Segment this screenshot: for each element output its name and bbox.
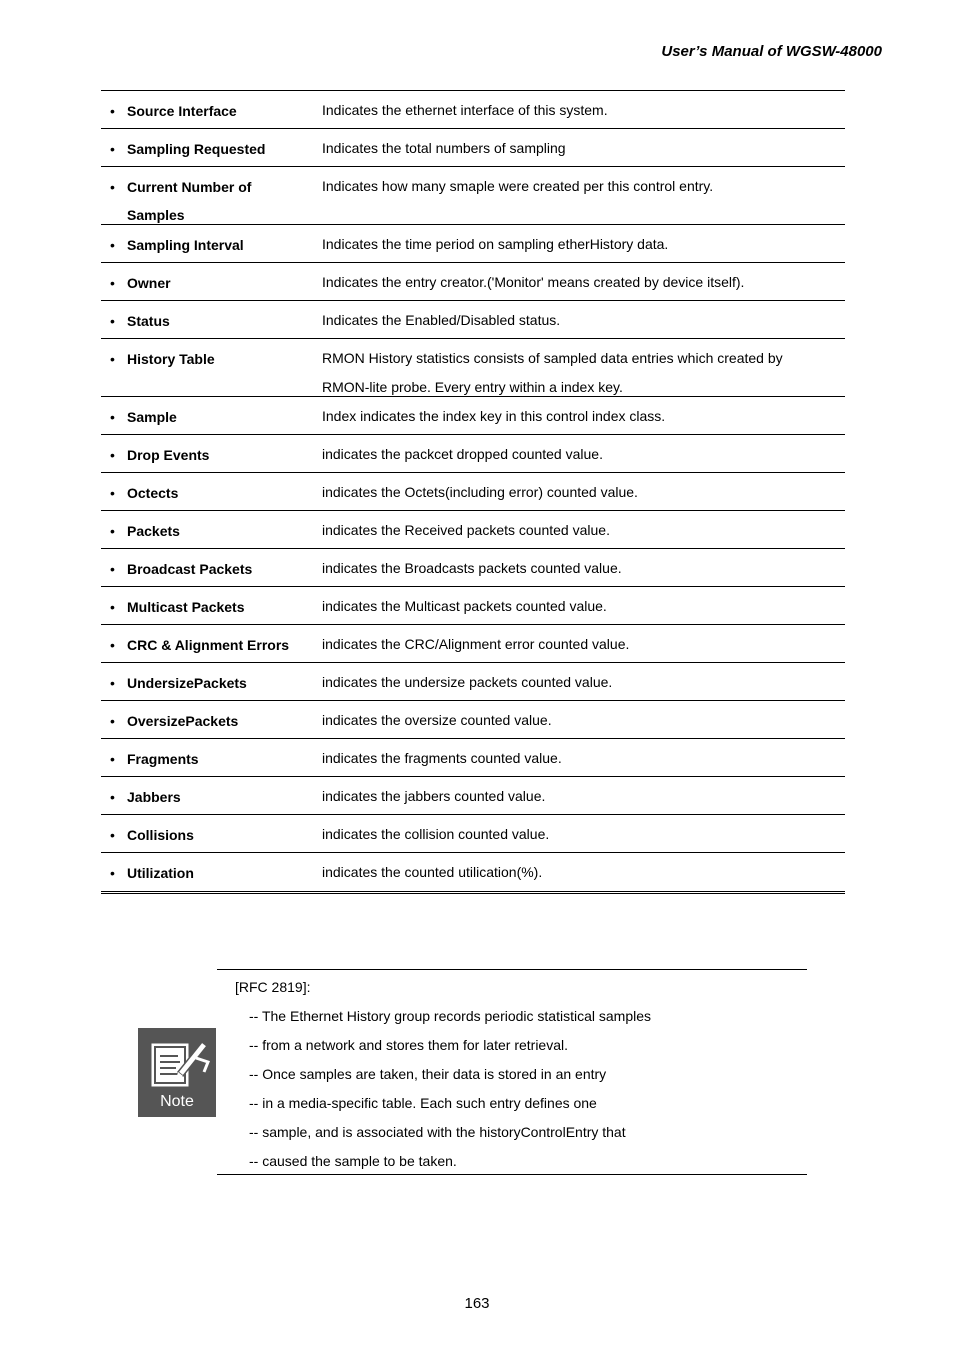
table-row bbox=[101, 511, 845, 549]
parameter-description bbox=[322, 668, 835, 697]
term-label: Jabbers bbox=[127, 789, 181, 805]
parameter-description bbox=[322, 306, 835, 335]
description-line: indicates the Broadcasts packets counted value. bbox=[322, 560, 622, 576]
bullet-icon: • bbox=[110, 561, 115, 577]
term-label: Status bbox=[127, 313, 170, 329]
parameter-term bbox=[110, 631, 310, 659]
parameter-table bbox=[101, 90, 845, 894]
page-number: 163 bbox=[464, 1295, 490, 1312]
parameter-description bbox=[322, 592, 835, 621]
note-icon-label: Note bbox=[160, 1093, 194, 1110]
table-row bbox=[101, 853, 845, 894]
term-label: Fragments bbox=[127, 751, 199, 767]
description-line: indicates the collision counted value. bbox=[322, 826, 550, 842]
table-row bbox=[101, 815, 845, 853]
note-line: [RFC 2819]: bbox=[235, 979, 311, 995]
description-line: Indicates how many smaple were created per this control entry. bbox=[322, 178, 714, 194]
parameter-description bbox=[322, 440, 835, 469]
parameter-description bbox=[322, 134, 835, 163]
parameter-term bbox=[110, 555, 310, 583]
parameter-term bbox=[110, 479, 310, 507]
table-row bbox=[101, 263, 845, 301]
note-line: -- in a media-specific table. Each such entry defines one bbox=[249, 1095, 597, 1111]
parameter-description bbox=[322, 706, 835, 735]
parameter-term bbox=[110, 593, 310, 621]
parameter-term bbox=[110, 441, 310, 469]
parameter-term bbox=[110, 173, 310, 229]
bullet-icon: • bbox=[110, 275, 115, 291]
parameter-description bbox=[322, 402, 835, 431]
parameter-term bbox=[110, 403, 310, 431]
parameter-term bbox=[110, 97, 310, 125]
bullet-icon: • bbox=[110, 789, 115, 805]
bullet-icon: • bbox=[110, 713, 115, 729]
term-label: Sampling Requested bbox=[127, 141, 266, 157]
description-line: indicates the CRC/Alignment error counted value. bbox=[322, 636, 630, 652]
table-row bbox=[101, 91, 845, 129]
table-row bbox=[101, 435, 845, 473]
description-line: indicates the undersize packets counted value. bbox=[322, 674, 613, 690]
parameter-description bbox=[322, 858, 835, 887]
term-label: CRC & Alignment Errors bbox=[127, 637, 290, 653]
parameter-term bbox=[110, 231, 310, 259]
table-row bbox=[101, 549, 845, 587]
table-row bbox=[101, 225, 845, 263]
term-label: Broadcast Packets bbox=[127, 561, 253, 577]
parameter-description bbox=[322, 230, 835, 259]
term-label: Collisions bbox=[127, 827, 194, 843]
parameter-term bbox=[110, 669, 310, 697]
bullet-icon: • bbox=[110, 637, 115, 653]
note-line: -- Once samples are taken, their data is stored in an entry bbox=[249, 1066, 607, 1082]
table-row bbox=[101, 339, 845, 397]
parameter-description bbox=[322, 478, 835, 507]
term-label: Current Number of Samples bbox=[127, 179, 252, 223]
parameter-term bbox=[110, 345, 310, 373]
parameter-term bbox=[110, 269, 310, 297]
bullet-icon: • bbox=[110, 599, 115, 615]
description-line: indicates the Octets(including error) counted value. bbox=[322, 484, 638, 500]
table-row bbox=[101, 701, 845, 739]
bullet-icon: • bbox=[110, 103, 115, 119]
bullet-icon: • bbox=[110, 409, 115, 425]
note-box bbox=[217, 969, 807, 1175]
bullet-icon: • bbox=[110, 523, 115, 539]
description-line: indicates the Multicast packets counted value. bbox=[322, 598, 607, 614]
term-label: Octects bbox=[127, 485, 179, 501]
description-line: Indicates the time period on sampling etherHistory data. bbox=[322, 236, 669, 252]
description-line: indicates the Received packets counted value. bbox=[322, 522, 610, 538]
table-row bbox=[101, 397, 845, 435]
parameter-description bbox=[322, 554, 835, 583]
description-line: Indicates the entry creator.('Monitor' means created by device itself). bbox=[322, 274, 745, 290]
table-row bbox=[101, 739, 845, 777]
description-line: RMON History statistics consists of sampled data entries which created by bbox=[322, 350, 783, 366]
description-line: indicates the fragments counted value. bbox=[322, 750, 562, 766]
bullet-icon: • bbox=[110, 179, 115, 195]
term-label: Packets bbox=[127, 523, 180, 539]
parameter-description bbox=[322, 630, 835, 659]
parameter-description bbox=[322, 96, 835, 125]
bullet-icon: • bbox=[110, 313, 115, 329]
description-line: indicates the packcet dropped counted value. bbox=[322, 446, 603, 462]
bullet-icon: • bbox=[110, 827, 115, 843]
description-line: Indicates the total numbers of sampling bbox=[322, 140, 566, 156]
description-line: Index indicates the index key in this control index class. bbox=[322, 408, 666, 424]
bullet-icon: • bbox=[110, 865, 115, 881]
description-line: Indicates the Enabled/Disabled status. bbox=[322, 312, 561, 328]
parameter-description bbox=[322, 516, 835, 545]
bullet-icon: • bbox=[110, 237, 115, 253]
note-icon bbox=[138, 1028, 216, 1117]
parameter-term bbox=[110, 707, 310, 735]
bullet-icon: • bbox=[110, 141, 115, 157]
table-row bbox=[101, 777, 845, 815]
bullet-icon: • bbox=[110, 485, 115, 501]
term-label: Utilization bbox=[127, 865, 194, 881]
term-label: Sampling Interval bbox=[127, 237, 244, 253]
term-label: UndersizePackets bbox=[127, 675, 247, 691]
parameter-description bbox=[322, 172, 835, 201]
parameter-description bbox=[322, 820, 835, 849]
note-text bbox=[235, 973, 651, 1176]
table-row bbox=[101, 625, 845, 663]
notepad-pen-icon bbox=[138, 1028, 216, 1098]
parameter-term bbox=[110, 307, 310, 335]
parameter-description bbox=[322, 782, 835, 811]
term-label: Multicast Packets bbox=[127, 599, 245, 615]
description-line: indicates the counted utilication(%). bbox=[322, 864, 543, 880]
table-row bbox=[101, 129, 845, 167]
parameter-term bbox=[110, 517, 310, 545]
term-label: History Table bbox=[127, 351, 215, 367]
bullet-icon: • bbox=[110, 351, 115, 367]
term-label: OversizePackets bbox=[127, 713, 239, 729]
note-line: -- from a network and stores them for later retrieval. bbox=[249, 1037, 568, 1053]
table-row bbox=[101, 301, 845, 339]
table-row bbox=[101, 663, 845, 701]
note-line: -- The Ethernet History group records periodic statistical samples bbox=[249, 1008, 652, 1024]
manual-header: User’s Manual of WGSW-48000 bbox=[661, 43, 882, 60]
term-label: Sample bbox=[127, 409, 177, 425]
table-row bbox=[101, 587, 845, 625]
description-line: indicates the oversize counted value. bbox=[322, 712, 552, 728]
parameter-term bbox=[110, 745, 310, 773]
description-line: indicates the jabbers counted value. bbox=[322, 788, 546, 804]
parameter-term bbox=[110, 859, 310, 887]
table-row bbox=[101, 473, 845, 511]
note-line: -- sample, and is associated with the historyControlEntry that bbox=[249, 1124, 626, 1140]
parameter-term bbox=[110, 135, 310, 163]
description-line: RMON-lite probe. Every entry within a index key. bbox=[322, 379, 623, 395]
note-line: -- caused the sample to be taken. bbox=[249, 1153, 457, 1169]
description-line: Indicates the ethernet interface of this system. bbox=[322, 102, 608, 118]
bullet-icon: • bbox=[110, 751, 115, 767]
parameter-description bbox=[322, 344, 835, 402]
parameter-description bbox=[322, 268, 835, 297]
term-label: Owner bbox=[127, 275, 171, 291]
parameter-description bbox=[322, 744, 835, 773]
parameter-term bbox=[110, 783, 310, 811]
term-label: Drop Events bbox=[127, 447, 210, 463]
table-row bbox=[101, 167, 845, 225]
parameter-term bbox=[110, 821, 310, 849]
term-label: Source Interface bbox=[127, 103, 237, 119]
bullet-icon: • bbox=[110, 675, 115, 691]
bullet-icon: • bbox=[110, 447, 115, 463]
